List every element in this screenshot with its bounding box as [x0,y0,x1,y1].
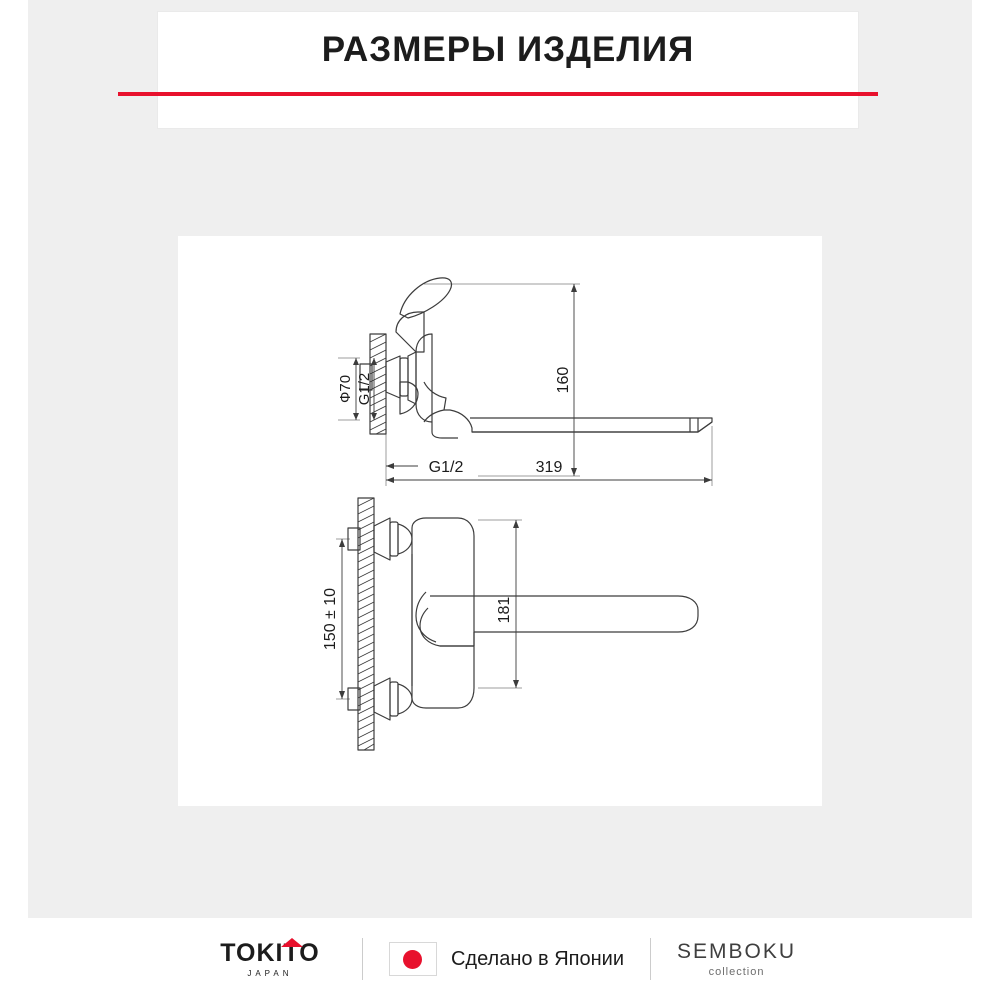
drawing-svg [178,236,822,806]
made-in-block [389,942,624,976]
made-in-text: Сделано в Японии [450,947,625,970]
collection-sub: collection [708,966,765,978]
collection-block [677,940,796,978]
brand-logo [204,936,336,982]
page-title: РАЗМЕРЫ ИЗДЕЛИЯ [321,30,695,69]
accent-rule [118,92,878,96]
brand-name: TOKITO [220,938,320,967]
technical-drawing [178,236,822,806]
japan-flag-icon [389,942,437,976]
brand-sub: JAPAN [247,968,293,978]
label-thread-top: G1/2 [356,372,373,406]
footer-divider [362,938,363,980]
label-length-319: 319 [535,459,563,476]
roof-icon [281,938,303,947]
footer-inner [204,936,796,982]
label-height-160: 160 [555,366,572,394]
label-diameter: Ф70 [337,374,354,404]
footer-divider-2 [650,938,651,980]
label-length-181: 181 [496,596,513,624]
footer [28,918,972,1000]
flag-dot [403,950,422,969]
collection-name: SEMBOKU [677,940,797,963]
label-height-150: 150 ± 10 [322,587,339,651]
label-thread-bottom: G1/2 [428,459,464,476]
